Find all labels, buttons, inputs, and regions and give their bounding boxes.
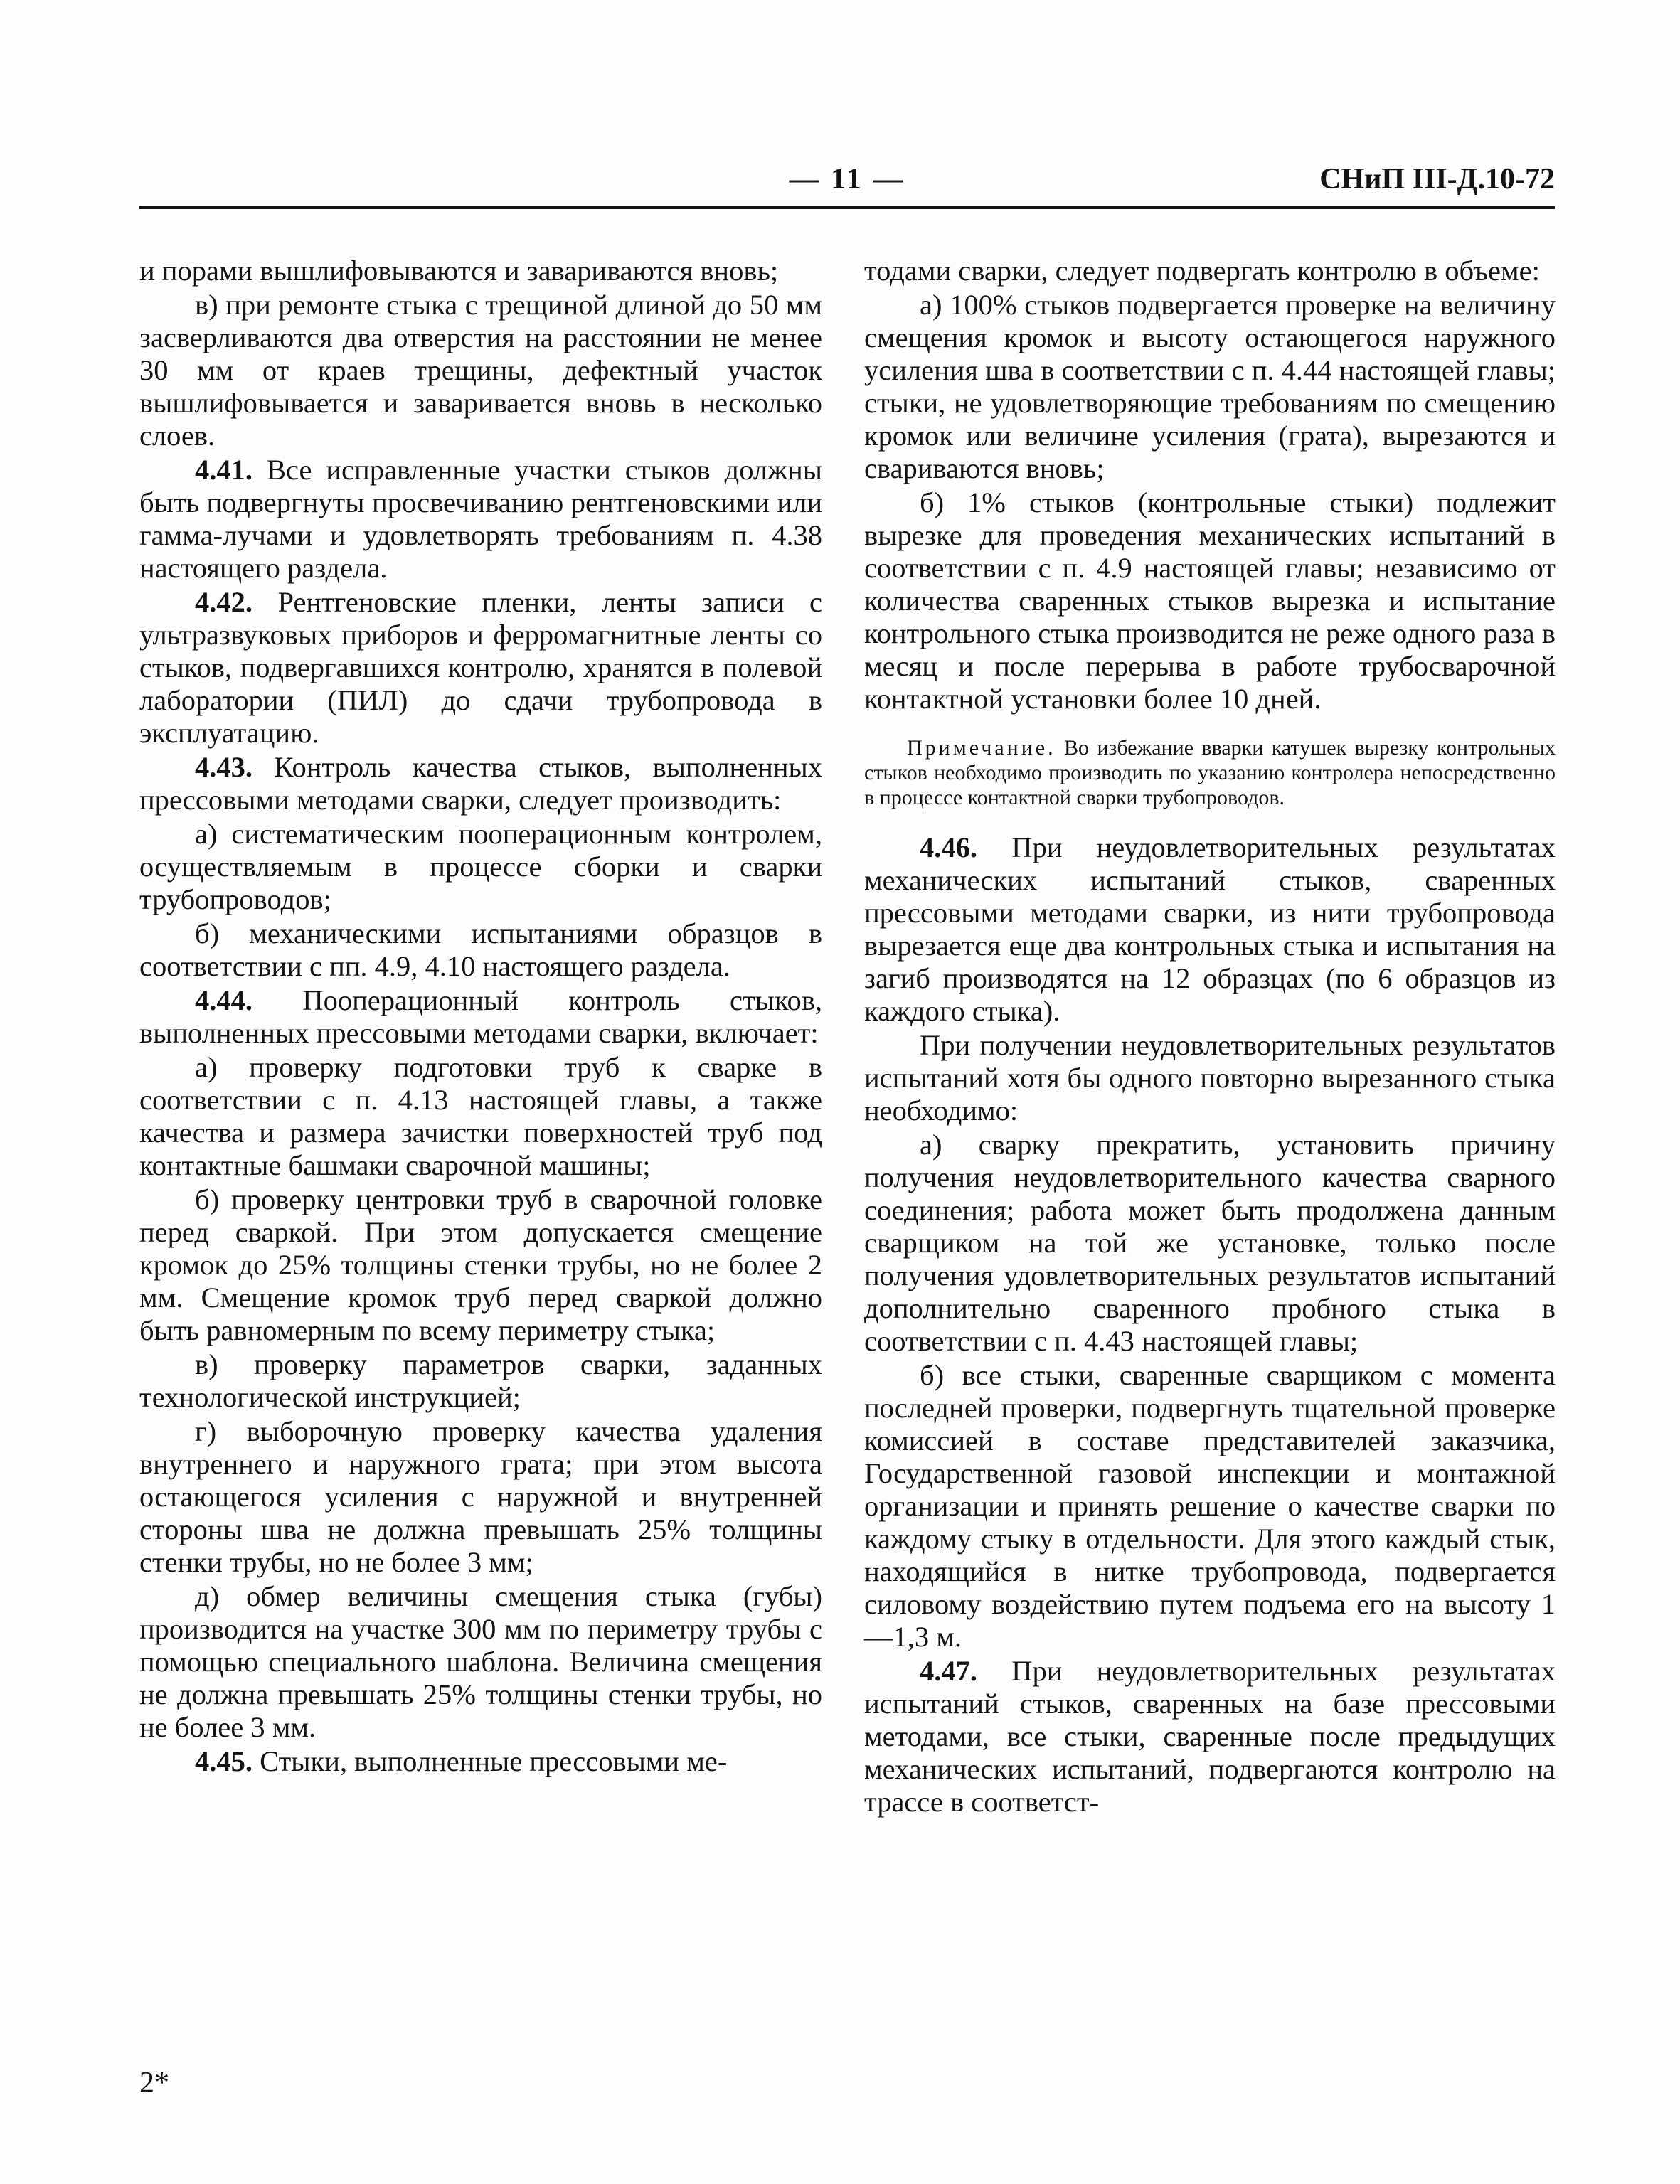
paragraph: д) обмер величины смещения стыка (губы) производится на участке 300 мм по периметру трубы с помощью специального шаблона. Величина смещения не должна превышать 25% толщины стенки трубы, но не более 3 мм.	[139, 1580, 822, 1743]
note-text: Во избежание вварки катушек вырезку контрольных стыков необходимо производить по указанию контролера непосредственно в процессе контактной сварки трубопроводов.	[864, 736, 1556, 809]
right-column	[864, 255, 1556, 1820]
paragraph: б) проверку центровки труб в сварочной головке перед сваркой. При этом допускается смещение кромок до 25% толщины стенки трубы, но не более 2 мм. Смещение кромок труб перед сваркой должно быть равномерным по всему периметру стыка;	[139, 1183, 822, 1346]
clause-4-45	[139, 1745, 822, 1778]
note-label: Примечание.	[907, 736, 1056, 760]
paragraph: а) проверку подготовки труб к сварке в соответствии с п. 4.13 настоящей главы, а также качества и размера зачистки поверхностей труб под контактные башмаки сварочной машины;	[139, 1051, 822, 1181]
clause-number: 4.45.	[195, 1745, 252, 1777]
clause-number: 4.44.	[195, 984, 252, 1016]
paragraph: в) при ремонте стыка с трещиной длиной до 50 мм засверливаются два отверстия на расстоянии не менее 30 мм от краев трещины, дефектный участок вышлифовывается и заваривается вновь в несколько слоев.	[139, 289, 822, 452]
clause-4-41	[139, 454, 822, 585]
header-rule	[139, 206, 1555, 209]
paragraph: тодами сварки, следует подвергать контролю в объеме:	[864, 255, 1540, 287]
paragraph: б) все стыки, сваренные сварщиком с момента последней проверки, подвергнуть тщательной проверке комиссией в составе представителей заказчика, Государственной газовой инспекции и монтажной организации и принять решение о качестве сварки по каждому стыку в отдельности. Для этого каждый стык, находящийся в нитке трубопровода, подвергается силовому воздействию путем подъема его на высоту 1—1,3 м.	[864, 1359, 1556, 1653]
paragraph: б) 1% стыков (контрольные стыки) подлежит вырезке для проведения механических испытаний в соответствии с п. 4.9 настоящей главы; независимо от количества сваренных стыков вырезка и испытание контрольного стыка производится не реже одного раза в месяц и после перерыва в работе трубосварочной контактной установки более 10 дней.	[864, 486, 1556, 715]
paragraph: в) проверку параметров сварки, заданных технологической инструкцией;	[139, 1348, 822, 1413]
paragraph: При получении неудовлетворительных результатов испытаний хотя бы одного повторно вырезанного стыка необходимо:	[864, 1029, 1556, 1126]
clause-4-44	[139, 984, 822, 1050]
clause-text: При неудовлетворительных результатах механических испытаний стыков, сваренных прессовыми методами сварки, из нити трубопровода вырезается еще два контрольных стыка и испытания на загиб производятся на 12 образцах (по 6 образцов из каждого стыка).	[864, 831, 1556, 1027]
clause-number: 4.43.	[195, 751, 252, 783]
paragraph: и порами вышлифовываются и завариваются вновь;	[139, 255, 779, 287]
clause-number: 4.47.	[920, 1655, 977, 1687]
page-number: — 11 —	[789, 163, 905, 196]
clause-text: Пооперационный контроль стыков, выполненных прессовыми методами сварки, включает:	[139, 984, 822, 1049]
page-header	[139, 162, 1555, 205]
signature-mark: 2*	[139, 2067, 169, 2099]
clause-4-46	[864, 831, 1556, 1028]
clause-text: Стыки, выполненные прессовыми ме-	[252, 1745, 728, 1777]
note	[864, 735, 1556, 810]
clause-text: При неудовлетворительных результатах испытаний стыков, сваренных на базе прессовыми методами, все стыки, сваренные после предыдущих механических испытаний, подвергаются контролю на трассе в соответст-	[864, 1655, 1556, 1818]
clause-text: Рентгеновские пленки, ленты записи с ультразвуковых приборов и ферромагнитные ленты со стыков, подвергавшихся контролю, хранятся в полевой лаборатории (ПИЛ) до сдачи трубопровода в эксплуатацию.	[139, 586, 822, 749]
clause-number: 4.46.	[920, 831, 977, 863]
paragraph: а) сварку прекратить, установить причину получения неудовлетворительного качества сварного соединения; работа может быть продолжена данным сварщиком на той же установке, только после получения удовлетворительных результатов испытаний дополнительно сваренного пробного стыка в соответствии с п. 4.43 настоящей главы;	[864, 1129, 1556, 1357]
clause-number: 4.42.	[195, 586, 252, 618]
paragraph: а) систематическим пооперационным контролем, осуществляемым в процессе сборки и сварки трубопроводов;	[139, 818, 822, 915]
clause-number: 4.41.	[195, 454, 252, 486]
clause-text: Контроль качества стыков, выполненных прессовыми методами сварки, следует производить:	[139, 751, 822, 816]
paragraph: б) механическими испытаниями образцов в соответствии с пп. 4.9, 4.10 настоящего раздела.	[139, 917, 822, 982]
paragraph: г) выборочную проверку качества удаления внутреннего и наружного грата; при этом высота остающегося усиления с наружной и внутренней стороны шва не должна превышать 25% толщины стенки трубы, но не более 3 мм;	[139, 1415, 822, 1578]
document-code: СНиП III-Д.10-72	[1319, 163, 1555, 196]
paragraph: а) 100% стыков подвергается проверке на величину смещения кромок и высоту остающегося наружного усиления шва в соответствии с п. 4.44 настоящей главы; стыки, не удовлетворяющие требованиям по смещению кромок или величине усиления (грата), вырезаются и свариваются вновь;	[864, 289, 1556, 484]
clause-4-43	[139, 751, 822, 816]
clause-text: Все исправленные участки стыков должны быть подвергнуты просвечиванию рентгеновскими или гамма-лучами и удовлетворять требованиям п. 4.38 настоящего раздела.	[139, 454, 822, 584]
clause-4-42	[139, 586, 822, 750]
clause-4-47	[864, 1655, 1556, 1818]
left-column	[139, 255, 822, 1779]
